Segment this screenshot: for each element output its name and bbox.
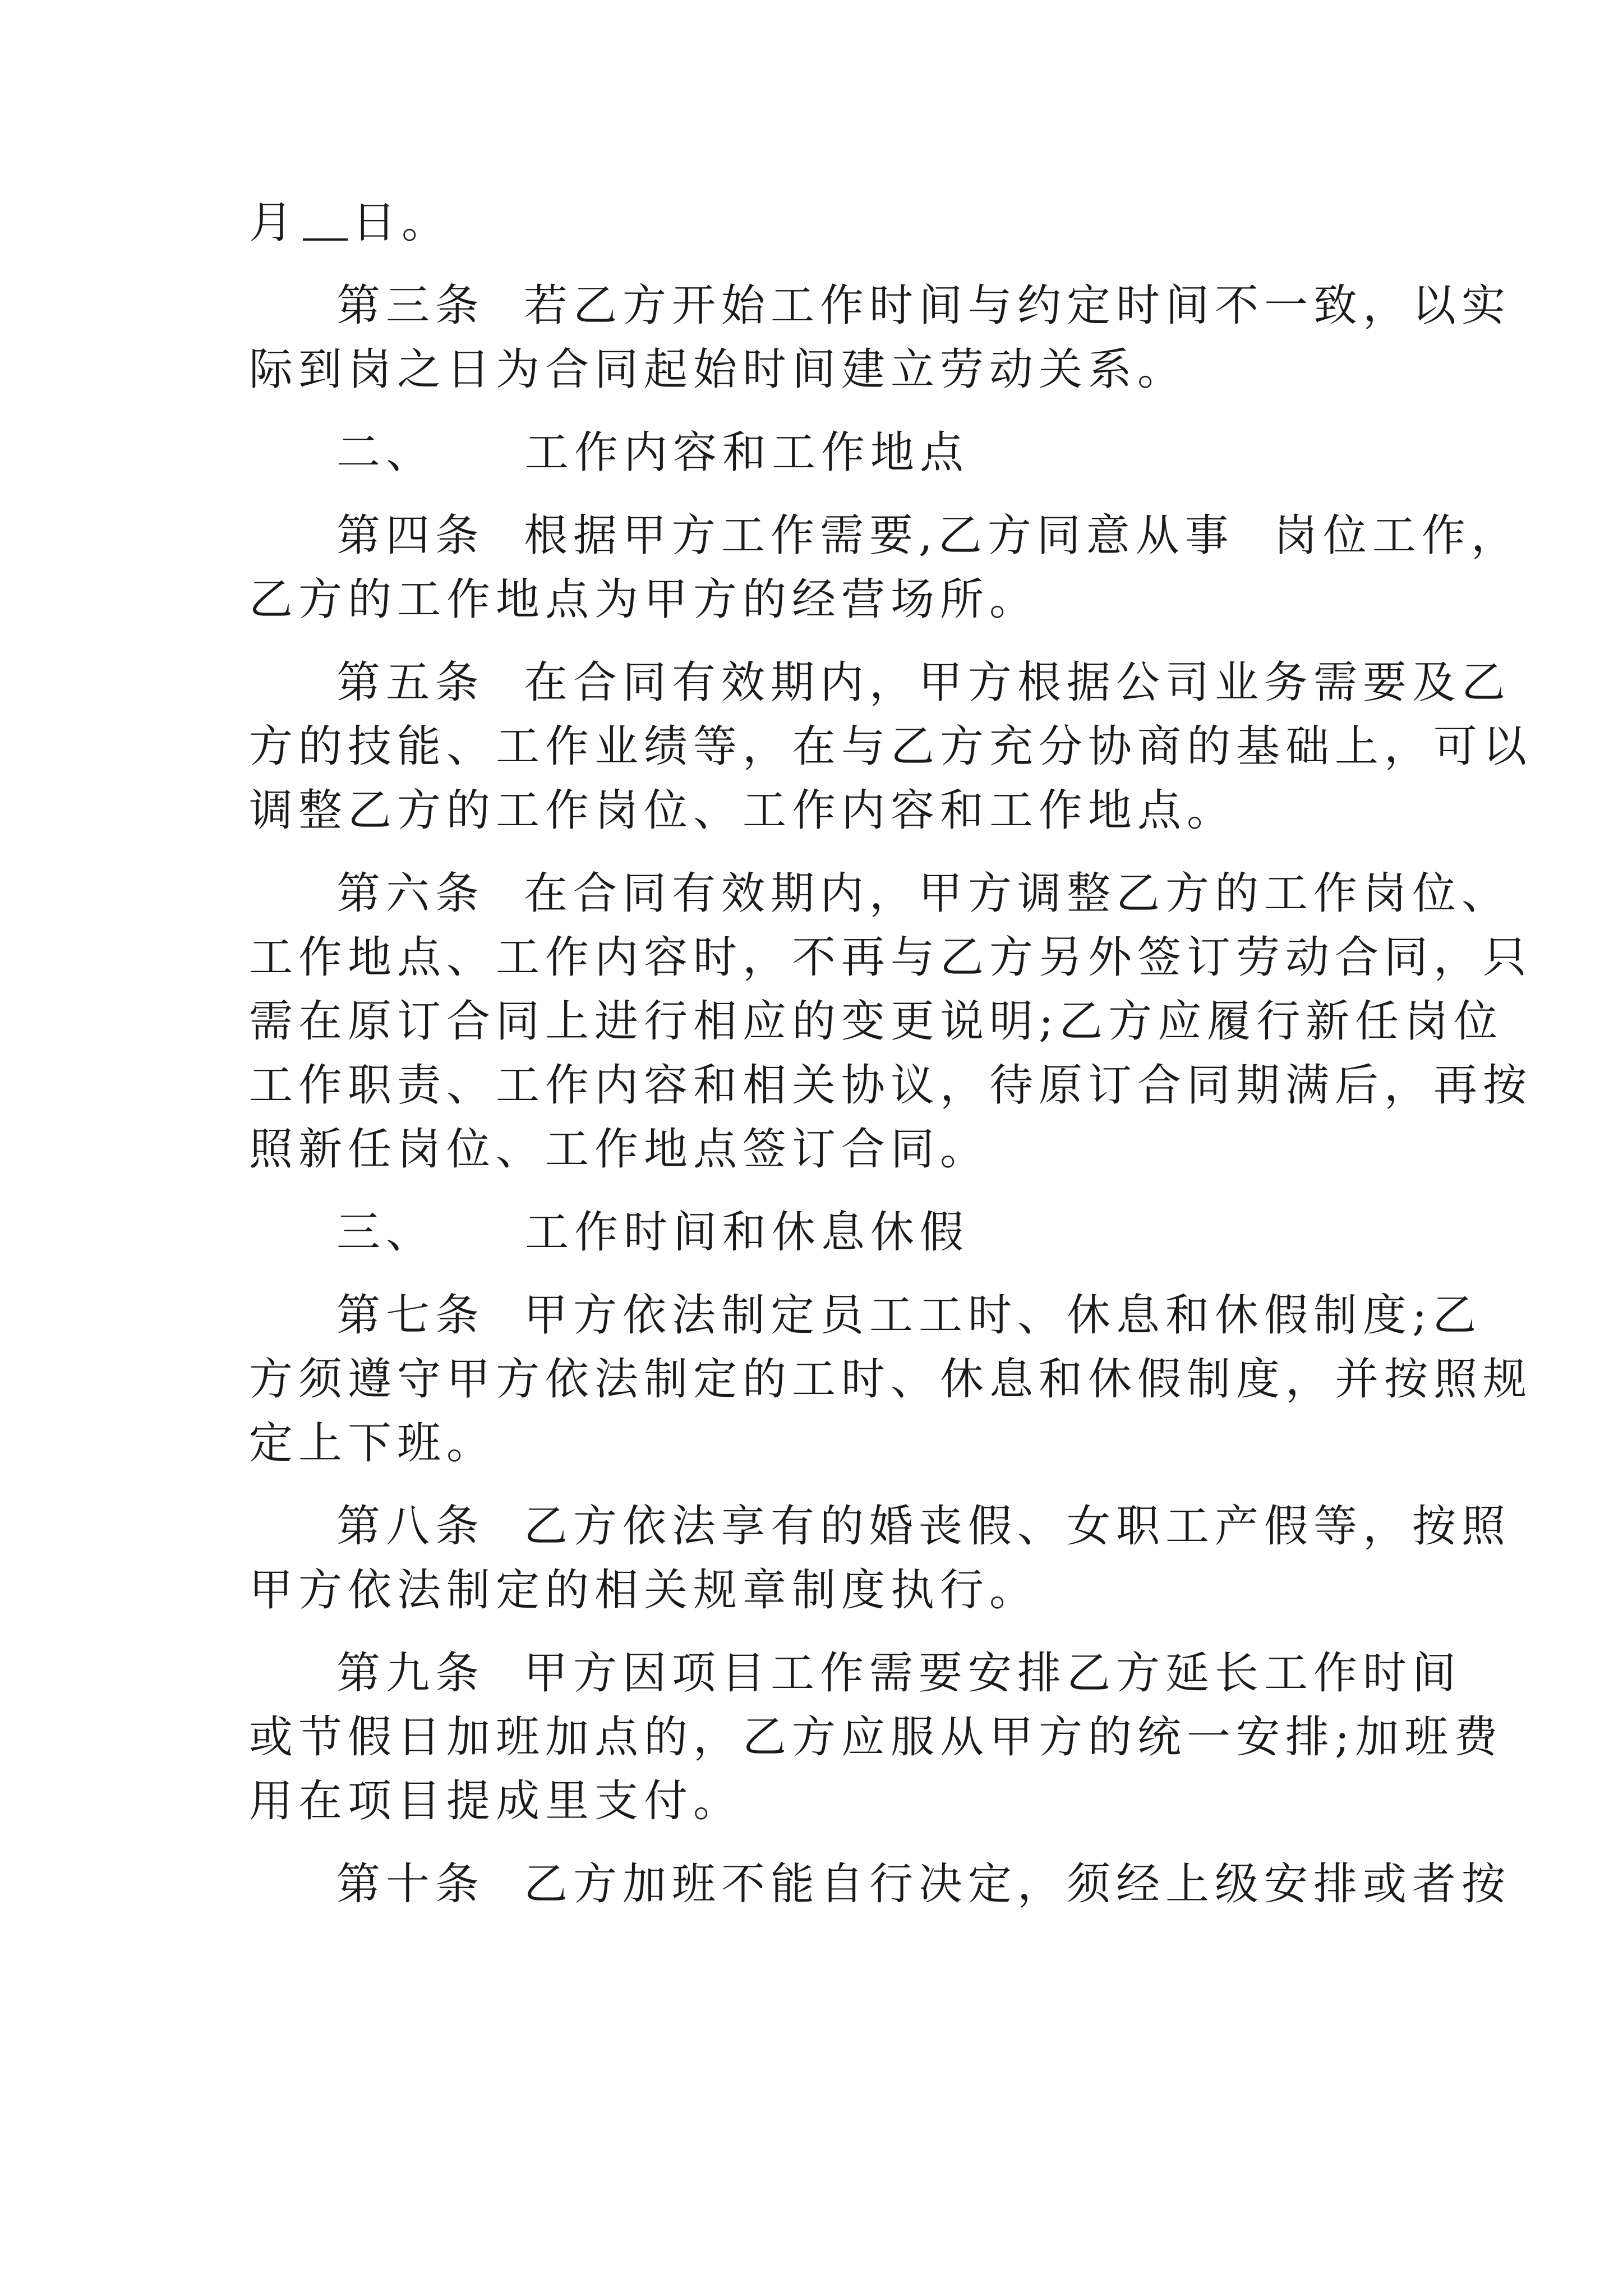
article-4-line-1: [249, 504, 1520, 568]
article-text: 乙方依法享有的婚丧假、女职工产假等，按照: [524, 1501, 1511, 1552]
article-text: 若乙方开始工作时间与约定时间不一致，以实: [524, 280, 1511, 331]
article-8-line-1: [249, 1494, 1511, 1558]
article-7-line-1: [249, 1283, 1482, 1347]
section-number: 三、: [336, 1207, 436, 1258]
article-9-line-3: 用在项目提成里支付。: [249, 1776, 743, 1826]
article-9-line-1: [249, 1641, 1462, 1705]
article-text: 在合同有效期内，甲方根据公司业务需要及乙: [524, 657, 1511, 708]
article-6-line-2: 工作地点、工作内容时，不再与乙方另外签订劳动合同，只: [249, 932, 1533, 983]
text-fragment: 月: [249, 197, 299, 248]
article-6-line-5: 照新任岗位、工作地点签订合同。: [249, 1124, 990, 1175]
article-number: 第七条: [336, 1290, 485, 1341]
section-title: 工作时间和休息休假: [525, 1207, 970, 1258]
section-title: 工作内容和工作地点: [525, 427, 970, 478]
section-2-heading: [249, 421, 1393, 485]
article-10-line-1: [249, 1852, 1511, 1916]
article-5-line-2: 方的技能、工作业绩等，在与乙方充分协商的基础上，可以: [249, 721, 1533, 772]
section-3-heading: [249, 1200, 1393, 1264]
article-6-line-3: 需在原订合同上进行相应的变更说明;乙方应履行新任岗位: [249, 996, 1504, 1047]
article-number: 第五条: [336, 657, 485, 708]
article-number: 第六条: [336, 868, 485, 919]
article-text: 在合同有效期内，甲方调整乙方的工作岗位、: [524, 868, 1511, 919]
article-text: 岗位工作，: [1273, 510, 1520, 561]
article-3-line-2: 际到岗之日为合同起始时间建立劳动关系。: [249, 344, 1187, 395]
article-7-line-3: 定上下班。: [249, 1418, 496, 1469]
article-3-line-1: [249, 274, 1511, 338]
article-text: 乙方加班不能自行决定，须经上级安排或者按: [524, 1859, 1511, 1910]
fill-in-blank: [303, 194, 348, 241]
article-text: 甲方因项目工作需要安排乙方延长工作时间: [524, 1648, 1462, 1699]
section-number: 二、: [336, 427, 436, 478]
article-number: 第八条: [336, 1501, 485, 1552]
article-6-line-4: 工作职责、工作内容和相关协议，待原订合同期满后，再按: [249, 1060, 1533, 1111]
article-5-line-3: 调整乙方的工作岗位、工作内容和工作地点。: [249, 785, 1237, 836]
article-text: 根据甲方工作需要,乙方同意从事: [524, 510, 1234, 561]
article-9-line-2: 或节假日加班加点的，乙方应服从甲方的统一安排;加班费: [249, 1712, 1504, 1763]
article-6-line-1: [249, 862, 1511, 926]
text-fragment: 日。: [352, 197, 451, 248]
article-number: 第三条: [336, 280, 485, 331]
contract-text: [249, 191, 1533, 1916]
article-8-line-2: 甲方依法制定的相关规章制度执行。: [249, 1565, 1039, 1616]
article-5-line-1: [249, 651, 1511, 715]
article-7-line-2: 方须遵守甲方依法制定的工时、休息和休假制度，并按照规: [249, 1354, 1533, 1405]
article-text: 甲方依法制定员工工时、休息和休假制度;乙: [524, 1290, 1482, 1341]
article-4-line-2: 乙方的工作地点为甲方的经营场所。: [249, 574, 1039, 625]
line-continuation-date: [249, 191, 1393, 255]
article-number: 第十条: [336, 1859, 485, 1910]
article-number: 第九条: [336, 1648, 485, 1699]
article-number: 第四条: [336, 510, 485, 561]
